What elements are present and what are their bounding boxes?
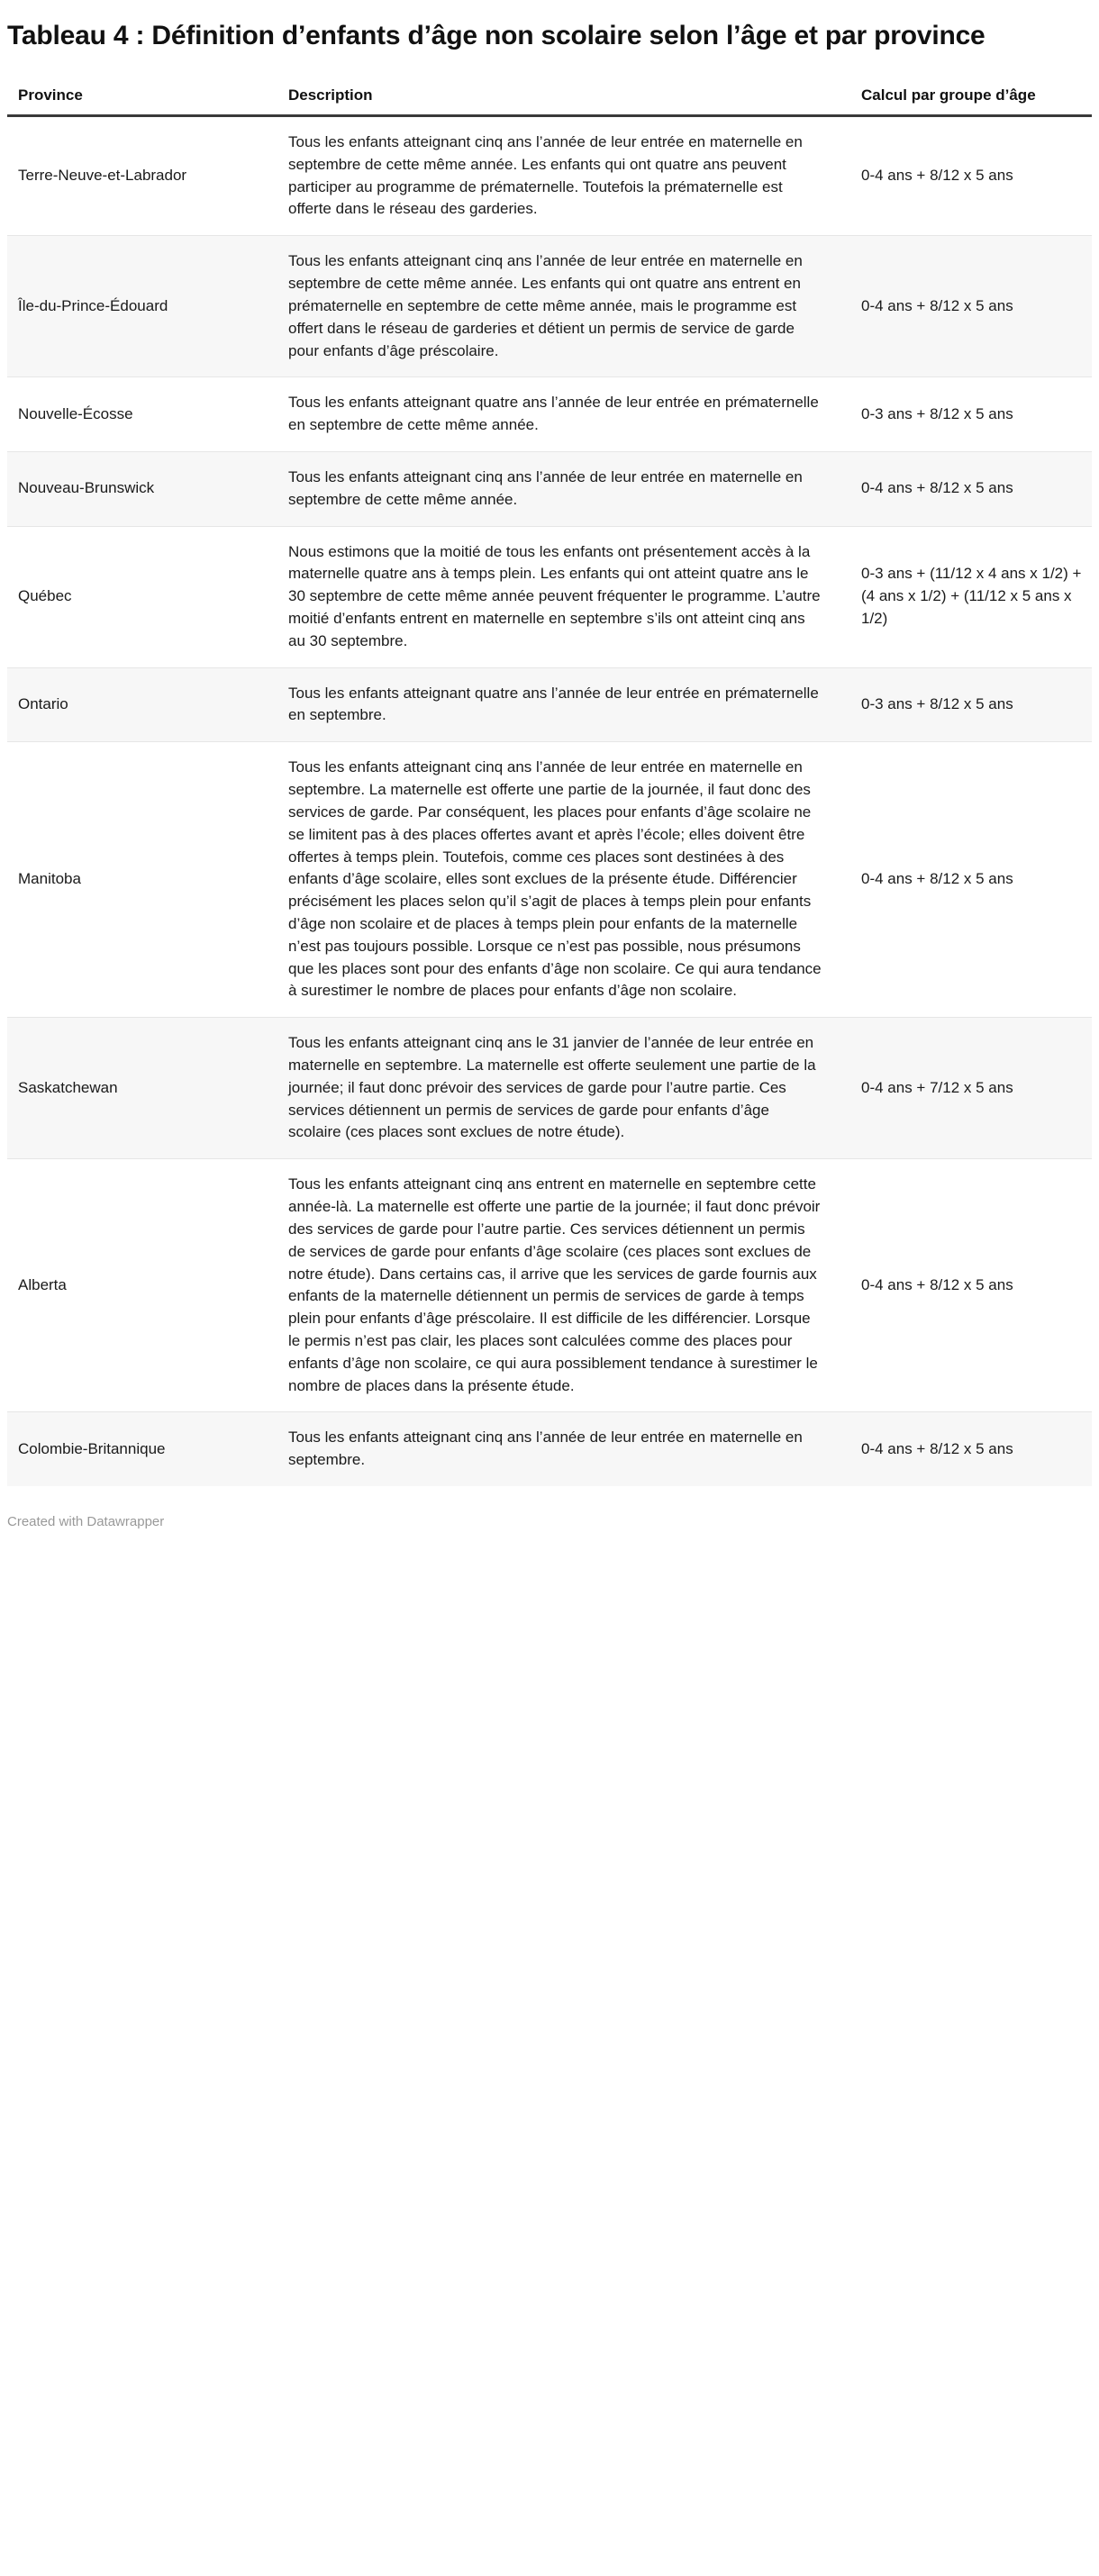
cell-province: Nouveau-Brunswick	[7, 451, 277, 526]
table-row	[7, 451, 1092, 526]
cell-description: Tous les enfants atteignant cinq ans l’année de leur entrée en maternelle en septembre.	[277, 1412, 850, 1486]
column-header-description[interactable]: Description	[277, 86, 850, 116]
cell-calcul: 0-4 ans + 8/12 x 5 ans	[850, 116, 1092, 236]
table-row	[7, 1018, 1092, 1159]
cell-description: Tous les enfants atteignant cinq ans l’année de leur entrée en maternelle en septembre de cette même année. Les enfants qui ont quatre ans peuvent participer au programme de prématernelle. Toutefois la prématernelle est offerte dans le réseau des garderies.	[277, 116, 850, 236]
cell-description: Tous les enfants atteignant cinq ans l’année de leur entrée en maternelle en septembre. La maternelle est offerte une partie de la journée, il faut donc des services de garde. Par conséquent, les places pour enfants d’âge scolaire ne se limitent pas à des places offertes avant et après l’école; elles doivent être offertes à temps plein. Toutefois, comme ces places sont destinées à des enfants d’âge scolaire, elles sont exclues de la présente étude. Différencier précisément les places selon qu’il s’agit de places à temps plein pour enfants d’âge non scolaire et de places à temps plein pour enfants de la maternelle n’est pas toujours possible. Lorsque ce n’est pas possible, nous présumons que les places sont pour des enfants d’âge non scolaire. Ce qui aura tendance à surestimer le nombre de places pour enfants d’âge non scolaire.	[277, 742, 850, 1018]
title-block	[0, 0, 1099, 53]
cell-description: Tous les enfants atteignant quatre ans l’année de leur entrée en prématernelle en septembre de cette même année.	[277, 377, 850, 452]
cell-province: Ontario	[7, 667, 277, 742]
cell-description: Nous estimons que la moitié de tous les enfants ont présentement accès à la maternelle quatre ans à temps plein. Les enfants qui ont atteint quatre ans le 30 septembre de cette même année peuvent fréquenter le programme. L’autre moitié d’enfants entrent en maternelle en septembre s’ils ont atteint cinq ans au 30 septembre.	[277, 526, 850, 667]
table-row	[7, 377, 1092, 452]
cell-calcul: 0-4 ans + 7/12 x 5 ans	[850, 1018, 1092, 1159]
cell-calcul: 0-4 ans + 8/12 x 5 ans	[850, 236, 1092, 377]
cell-calcul: 0-3 ans + 8/12 x 5 ans	[850, 377, 1092, 452]
cell-calcul: 0-4 ans + 8/12 x 5 ans	[850, 1159, 1092, 1412]
table-container	[0, 86, 1099, 1486]
datawrapper-credit[interactable]: Created with Datawrapper	[7, 1514, 165, 1530]
cell-description: Tous les enfants atteignant cinq ans l’année de leur entrée en maternelle en septembre de cette même année. Les enfants qui ont quatre ans entrent en prématernelle en septembre de cette même année, mais le programme est offert dans le réseau de garderies et détient un permis de service de garde pour enfants d’âge préscolaire.	[277, 236, 850, 377]
table-header-row	[7, 86, 1092, 116]
table-row	[7, 116, 1092, 236]
cell-description: Tous les enfants atteignant cinq ans l’année de leur entrée en maternelle en septembre de cette même année.	[277, 451, 850, 526]
definitions-table	[7, 86, 1092, 1486]
table-row	[7, 667, 1092, 742]
cell-province: Saskatchewan	[7, 1018, 277, 1159]
cell-calcul: 0-4 ans + 8/12 x 5 ans	[850, 742, 1092, 1018]
cell-province: Alberta	[7, 1159, 277, 1412]
cell-province: Terre-Neuve-et-Labrador	[7, 116, 277, 236]
cell-description: Tous les enfants atteignant cinq ans le 31 janvier de l’année de leur entrée en maternelle en septembre. La maternelle est offerte seulement une partie de la journée; il faut donc prévoir des services de garde pour l’autre partie. Ces services détiennent un permis de services de garde pour enfants d’âge scolaire (ces places sont exclues de notre étude).	[277, 1018, 850, 1159]
column-header-calcul[interactable]: Calcul par groupe d’âge	[850, 86, 1092, 116]
table-row	[7, 1159, 1092, 1412]
table-row	[7, 742, 1092, 1018]
cell-province: Colombie-Britannique	[7, 1412, 277, 1486]
cell-description: Tous les enfants atteignant cinq ans entrent en maternelle en septembre cette année-là. La maternelle est offerte une partie de la journée; il faut donc prévoir des services de garde pour l’autre partie. Ces services détiennent un permis de services de garde pour enfants d’âge scolaire (ces places sont exclues de notre étude). Dans certains cas, il arrive que les services de garde fournis aux enfants de la maternelle détiennent un permis de services de garde à temps plein pour enfants d’âge préscolaire. Il est difficile de les différencier. Lorsque le permis n’est pas clair, les places sont calculées comme des places pour enfants d’âge non scolaire, ce qui aura possiblement tendance à surestimer le nombre de places dans la présente étude.	[277, 1159, 850, 1412]
cell-province: Québec	[7, 526, 277, 667]
cell-province: Manitoba	[7, 742, 277, 1018]
table-header	[7, 86, 1092, 116]
cell-province: Nouvelle-Écosse	[7, 377, 277, 452]
cell-description: Tous les enfants atteignant quatre ans l’année de leur entrée en prématernelle en septembre.	[277, 667, 850, 742]
cell-province: Île-du-Prince-Édouard	[7, 236, 277, 377]
footer	[0, 1486, 1099, 1544]
cell-calcul: 0-4 ans + 8/12 x 5 ans	[850, 1412, 1092, 1486]
table-row	[7, 526, 1092, 667]
table-row	[7, 236, 1092, 377]
table-body	[7, 116, 1092, 1487]
page-title: Tableau 4 : Définition d’enfants d’âge non scolaire selon l’âge et par province	[7, 21, 985, 50]
table-row	[7, 1412, 1092, 1486]
cell-calcul: 0-4 ans + 8/12 x 5 ans	[850, 451, 1092, 526]
column-header-province[interactable]: Province	[7, 86, 277, 116]
cell-calcul: 0-3 ans + 8/12 x 5 ans	[850, 667, 1092, 742]
cell-calcul: 0-3 ans + (11/12 x 4 ans x 1/2) + (4 ans x 1/2) + (11/12 x 5 ans x 1/2)	[850, 526, 1092, 667]
